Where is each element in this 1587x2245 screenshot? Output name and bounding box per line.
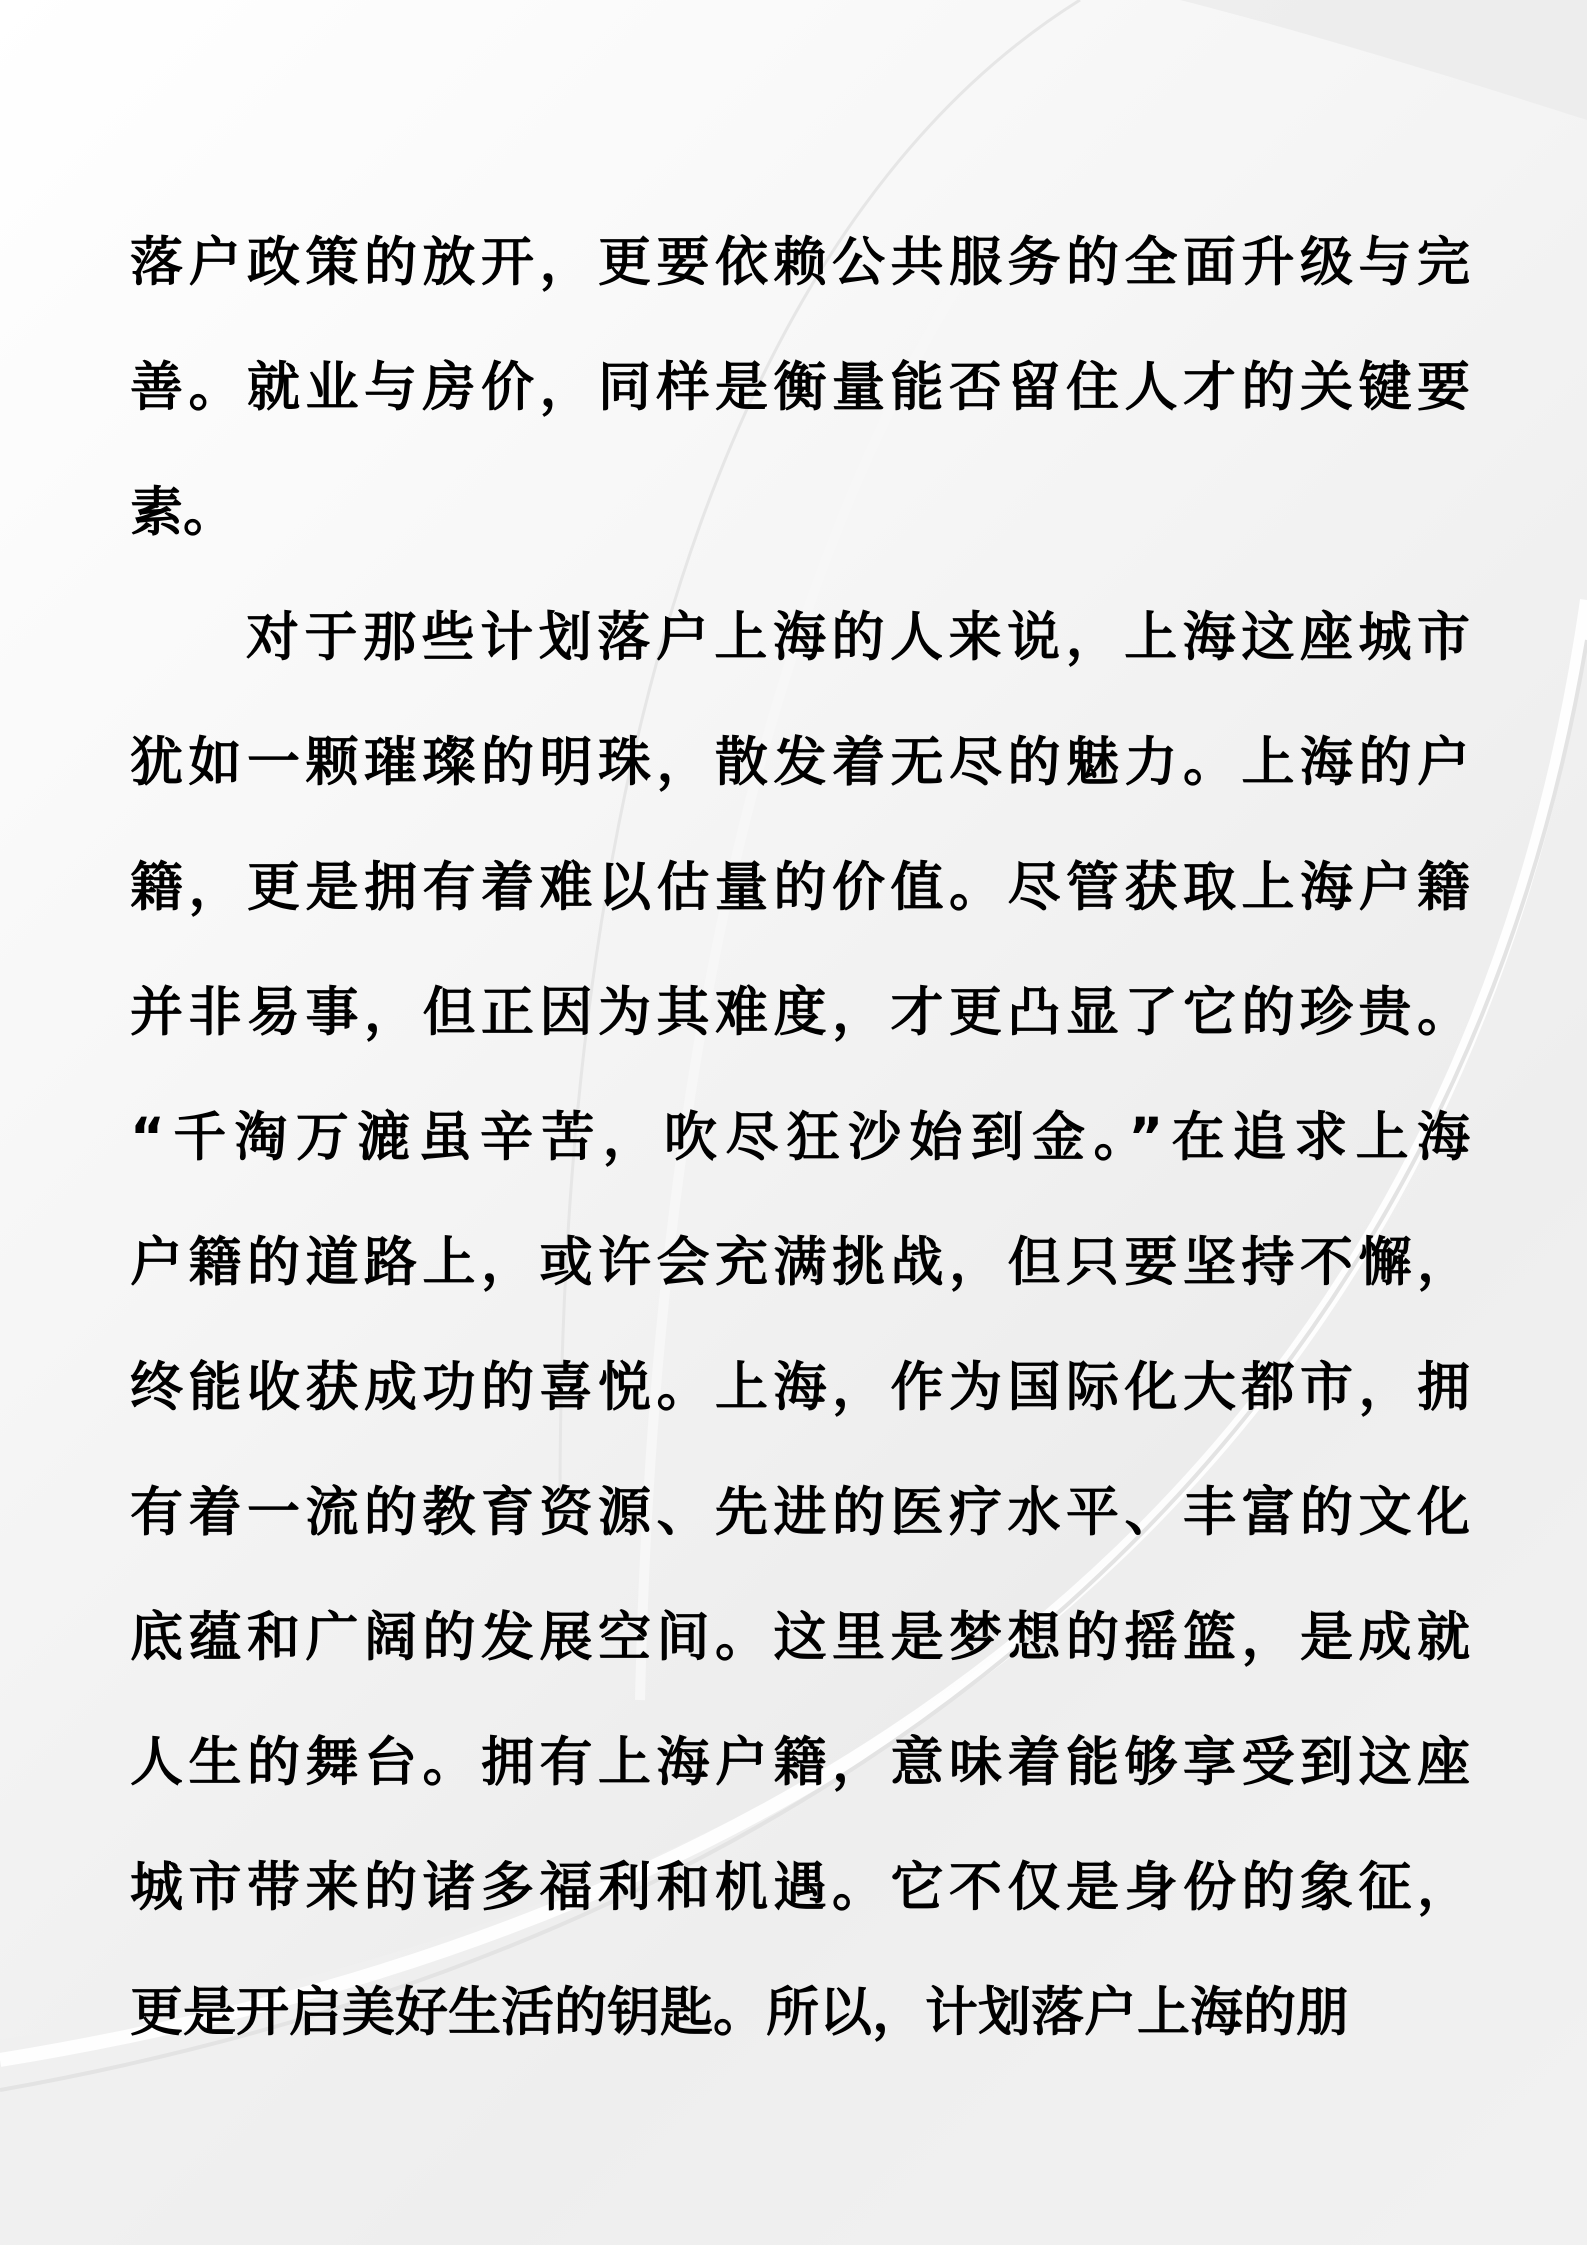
text-line: 人生的舞台。拥有上海户籍，意味着能够享受到这座 [130,1732,1470,1793]
text-line: “千淘万漉虽辛苦，吹尽狂沙始到金。”在追求上海 [130,1107,1470,1168]
text-line: 落户政策的放开，更要依赖公共服务的全面升级与完 [130,232,1470,293]
document-body [130,200,1470,2075]
text-line: 对于那些计划落户上海的人来说，上海这座城市 [246,607,1470,668]
text-line: 底蕴和广阔的发展空间。这里是梦想的摇篮，是成就 [130,1607,1470,1668]
text-line: 户籍的道路上，或许会充满挑战，但只要坚持不懈， [130,1232,1470,1293]
text-line: 籍，更是拥有着难以估量的价值。尽管获取上海户籍 [130,857,1470,918]
text-line: 善。就业与房价，同样是衡量能否留住人才的关键要 [130,357,1470,418]
text-line: 城市带来的诸多福利和机遇。它不仅是身份的象征， [130,1857,1470,1918]
text-line: 终能收获成功的喜悦。上海，作为国际化大都市，拥 [130,1357,1470,1418]
text-line: 有着一流的教育资源、先进的医疗水平、丰富的文化 [130,1482,1470,1543]
text-line: 更是开启美好生活的钥匙。所以，计划落户上海的朋 [130,1982,1349,2043]
text-line: 素。 [130,482,236,543]
text-line: 犹如一颗璀璨的明珠，散发着无尽的魅力。上海的户 [130,732,1470,793]
text-line: 并非易事，但正因为其难度，才更凸显了它的珍贵。 [130,982,1470,1043]
